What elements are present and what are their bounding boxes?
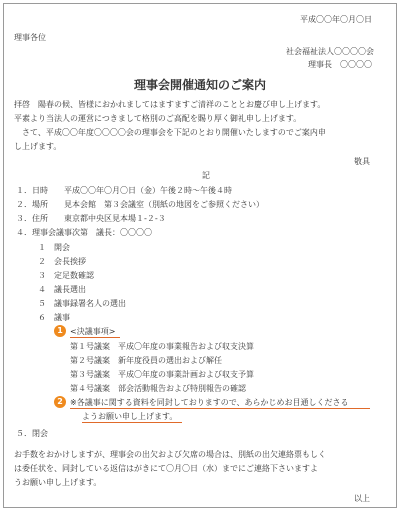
item-venue: ２．場所 見本会館 第３会議室（別紙の地図をご参照ください） (16, 200, 264, 209)
adjourn-item: ５．閉会 (16, 429, 48, 438)
document-title: 理事会開催通知のご案内 (133, 78, 266, 92)
resolution-item: 第２号議案 新年度役員の選出および解任 (70, 356, 222, 365)
note-line: ※各議事に関する資料を同封しておりますので、あらかじめお目通しくださる (70, 398, 349, 407)
resolution-item: 第１号議案 平成〇年度の事業報告および収支決算 (70, 342, 254, 351)
callout-marker-1: 1 (54, 325, 66, 337)
callout-marker-2: 2 (54, 396, 66, 408)
closing-keigu: 敬具 (354, 157, 370, 166)
note-underline (82, 422, 182, 423)
resolution-header: <決議事項> (70, 327, 116, 336)
body-line: 拝啓 陽春の候、皆様におかれましてはますますご清祥のこととお慶び申し上げます。 (14, 100, 326, 109)
ki-heading: 記 (202, 171, 210, 180)
document-page (3, 3, 397, 508)
agenda-item: ４ 議長選出 (38, 285, 86, 294)
body-line: さて、平成〇〇年度〇〇〇〇会の理事会を下記のとおり開催いたしますのでご案内申 (14, 128, 326, 137)
agenda-item: ５ 議事録署名人の選出 (38, 299, 126, 308)
footer-line: うお願い申し上げます。 (14, 478, 102, 487)
note-line: ようお願い申し上げます。 (82, 412, 178, 421)
agenda-item: １ 開会 (38, 243, 70, 252)
recipient: 理事各位 (14, 33, 46, 42)
closing-ijo: 以上 (354, 494, 370, 503)
agenda-item: ６ 議事 (38, 313, 70, 322)
sender-title: 理事長 〇〇〇〇 (308, 60, 372, 69)
footer-line: は委任状を、同封している返信はがきにて〇月〇日（水）までにご連絡下さいますよ (14, 464, 318, 473)
document-date: 平成〇〇年〇月〇日 (300, 15, 372, 24)
sender-organization: 社会福祉法人〇〇〇〇会 (286, 47, 374, 56)
note-underline (70, 408, 370, 409)
body-line: 平素より当法人の運営につきまして格別のご高配を賜り厚く御礼申し上げます。 (14, 114, 302, 123)
agenda-item: ３ 定足数確認 (38, 271, 94, 280)
item-address: ３．住所 東京都中央区見本場１-２-３ (16, 214, 166, 223)
body-line: し上げます。 (14, 142, 62, 151)
footer-line: お手数をおかけしますが、理事会の出欠および欠席の場合は、別紙の出欠連絡票もしく (14, 450, 326, 459)
item-datetime: １．日時 平成〇〇年〇月〇日（金）午後２時～午後４時 (16, 186, 232, 195)
agenda-item: ２ 会長挨拶 (38, 257, 86, 266)
item-agenda-heading: ４．理事会議事次第 議長：〇〇〇〇 (16, 228, 152, 237)
resolution-item: 第３号議案 平成〇年度の事業計画および収支予算 (70, 370, 254, 379)
resolution-item: 第４号議案 部会活動報告および特別報告の確認 (70, 384, 246, 393)
resolution-header-underline (70, 337, 120, 338)
